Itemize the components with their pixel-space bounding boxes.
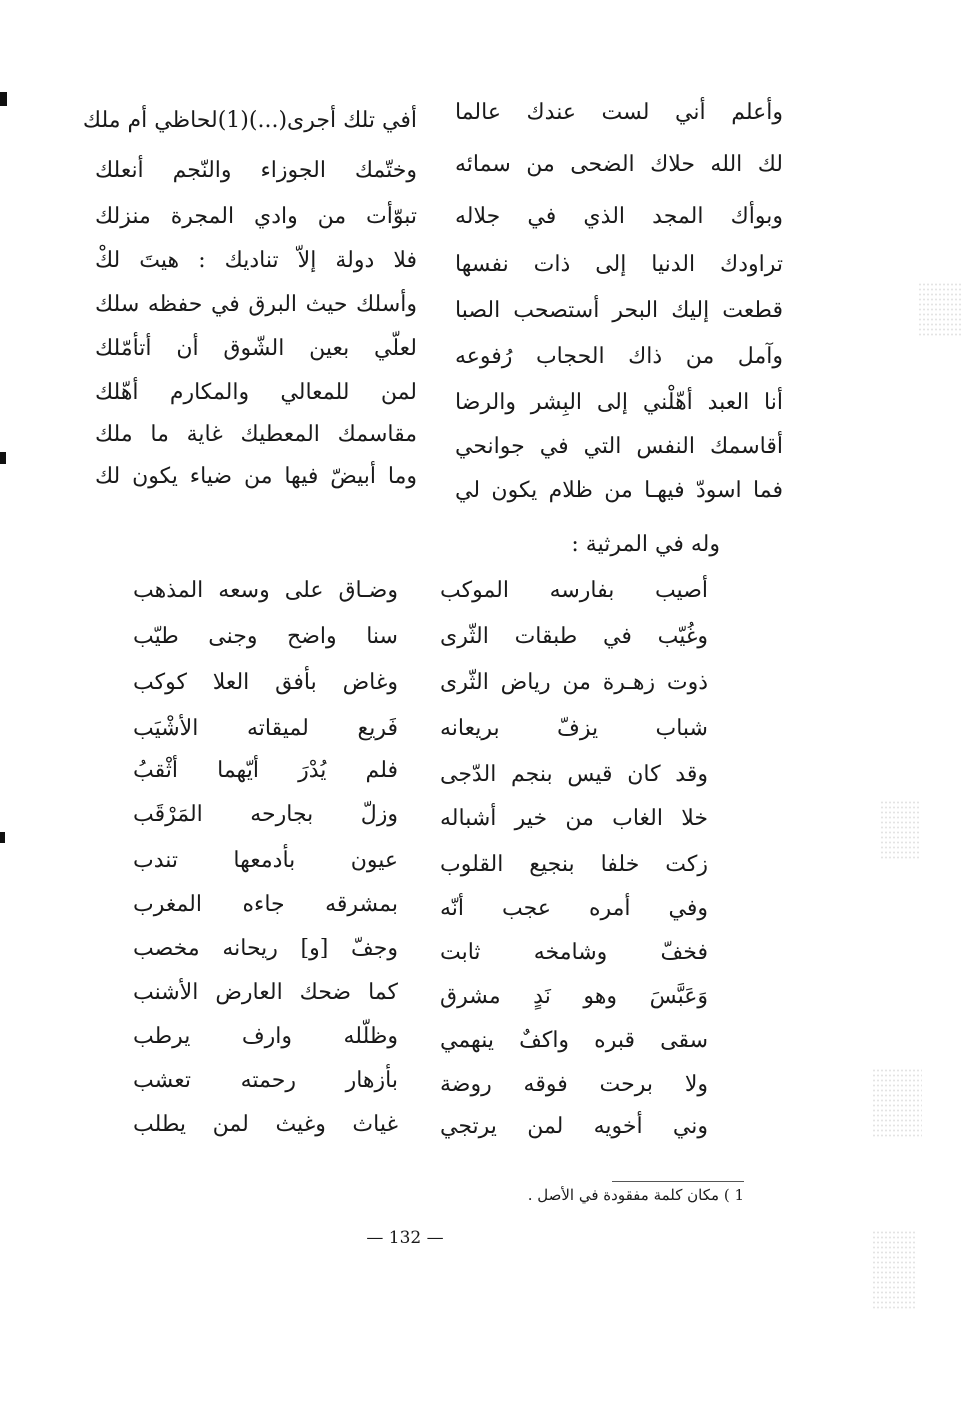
scan-edge-mark [0, 832, 5, 843]
section-heading: وله في المرثية : [571, 532, 720, 557]
page-number: — 132 — [366, 1228, 444, 1248]
lower-stanza-right-hemistichs: أصيب بفارسه الموكب وغُيّب في طبقات الثّرى ذوت زهـرة من رياض الثّرى شباب يزفّ بريعانه وقد كان قيس بنجم الدّجى خلا الغاب من خير أشباله زكت خلفا بنجيع القلوب وفي أمره عجب أنّه فخفّ وشامخه ثابت وَعَبَّسَ وهو نَدٍ مشرق سقى قبره واكفٌ ينهمي ولا برحت فوقه روضة وني أخويه لمن يرتجي [440, 578, 708, 1139]
scan-edge-mark [0, 92, 7, 106]
footnote-rule [612, 1181, 744, 1182]
footnote: 1 ) مكان كلمة مفقودة في الأصل . [527, 1186, 744, 1204]
scan-noise [880, 800, 920, 860]
top-stanza-right-hemistichs: وأعلم أني لست عندك عالما لك الله حلاك الضحى من سمائه وبوأك المجد الذي في جلاله تراودك الدنيا إلى ذات نفسها قطعت إليك البحر أستصحب الصبا وآمل من ذاك الحجاب رُفوعه أنا العبد أهّلْني إلى البِشر والرضا أقاسمك النفس التي في جوانحي فما اسودّ فيهـا من ظلام يكون لي [455, 100, 783, 503]
scan-noise [918, 282, 963, 337]
scan-noise [872, 1230, 917, 1310]
scan-noise [872, 1068, 922, 1138]
top-stanza-left-hemistichs: أفي تلك أجرى(...)(1)لحاظي أم ملك وختّمك الجوزاء والنّجم أنعلك تبوّأت من وادي المجرة منزلك فلا دولة إلاّ تناديك : هيتَ لكْ وأسلك حيث البرق في حفظه سلك لعلّي بعين الشّوق أن أتأمّلك لمن للمعالي والمكارم أهّلك مقاسمك المعطيك غاية ما ملك وما أبيضّ فيها من ضياء يكون لك [82, 108, 417, 489]
scan-edge-mark [0, 452, 6, 464]
lower-stanza-left-hemistichs: وضـاق على وسعه المذهب سنا واضح وجنى طيّب وغاض بأفق العلا كوكب فَريع لميقاته الأشْيَب فلم يُدْرَ أيّهما أثْقبُ وزلّ بجارحه المَرْقَب عيون بأدمعها تندب بمشرقه جاءه المغرب وجفّ [و] ريحانه مخصب كما ضحك العارض الأشنب وظلّله وارف يرطب بأزهار رحمته تعشب غياث وغيث لمن يطلب [133, 578, 398, 1137]
